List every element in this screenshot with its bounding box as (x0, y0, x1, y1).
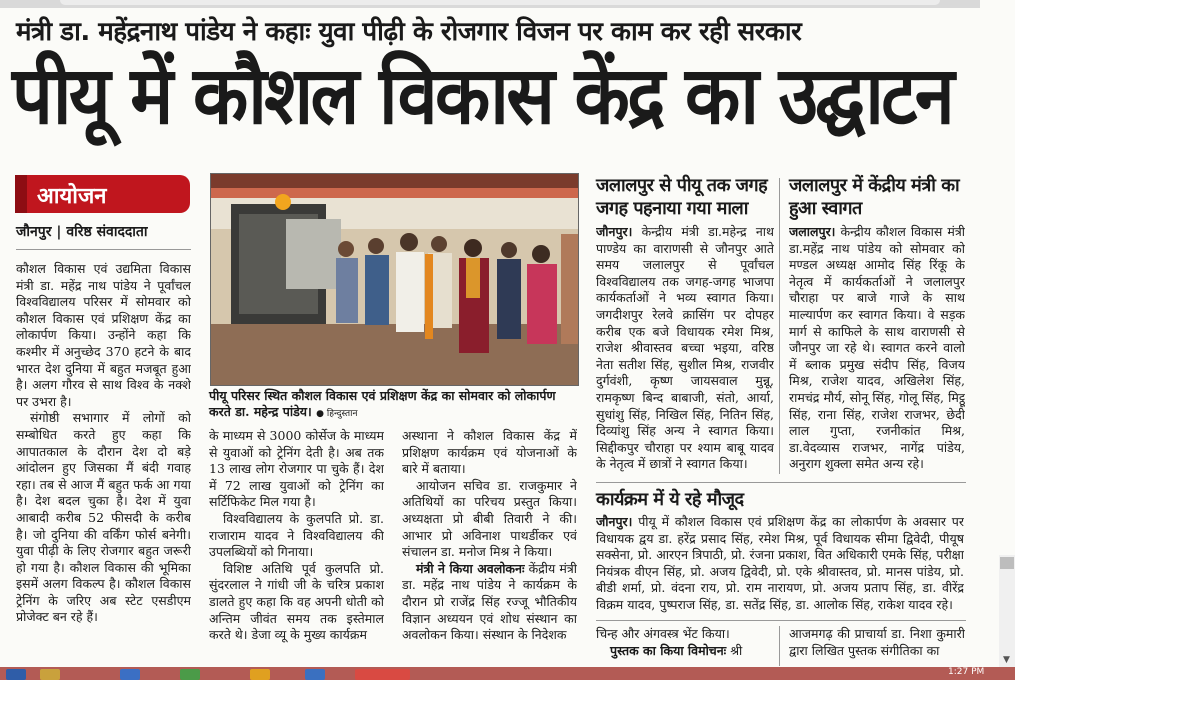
story-b-body (789, 224, 965, 476)
paragraph-text: केन्द्रीय कौशल विकास मंत्री डा.महेंद्र नाथ पांडेय को सोमवार को मण्डल अध्यक्ष आमोद सिंह रिंकू के नेतृत्व में कार्यकर्ताओं ने जलालपुर चौराहा पर बाजे गाजे के साथ माल्यार्पण कर स्वागत किया। वे सड़क मार्ग से काफिले के साथ वाराणसी से जौनपुर जा रहे थे। स्वागत करने वालो में ब्लाक प्रमुख संदीप सिंह, विजय मिश्र, राजेश यादव, अखिलेश सिंह, रामचंद्र मौर्य, सोनू सिंह, गोलू सिंह, मिट्ठू सिंह, राना सिंह, राजेश राजभर, छेदी लाल गुप्ता, रजनीकांत मिश्र, डा.वेदव्यास राजभर, नागेंद्र पांडेय, अनुराग शुक्ला समेत अन्य रहे। (789, 224, 965, 472)
taskbar-app-icon[interactable] (305, 669, 325, 680)
photo-caption (209, 388, 579, 422)
section-tag-label: आयोजन (37, 184, 107, 209)
section-tag (15, 175, 190, 213)
section-rule (596, 620, 966, 621)
story-c-title: कार्यक्रम में ये रहे मौजूद (596, 489, 744, 510)
byline-reporter: वरिष्ठ संवाददाता (66, 224, 148, 240)
paragraph (596, 643, 772, 660)
paragraph: आजमगढ़ की प्राचार्या डा. निशा कुमारी द्वारा लिखित पुस्तक संगीतिका का (789, 626, 965, 658)
paragraph: चिन्ह और अंगवस्त्र भेंट किया। (596, 626, 730, 641)
taskbar-clock: 1:27 PM (948, 667, 985, 677)
paragraph (789, 224, 965, 473)
article-column-3 (402, 428, 577, 660)
story-e-body (789, 626, 965, 666)
story-c-body (596, 514, 964, 616)
paragraph-text: पीयू में कौशल विकास एवं प्रशिक्षण केंद्र का लोकार्पण के अवसार पर विधायक द्वय डा. हरेंद्र प्रसाद सिंह, रमेश मिश्र, पूर्व विधायक सीमा द्विवेदी, पीयूष सक्सेना, प्रो. आरएन त्रिपाठी, प्रो. रंजना प्रकाश, वित अधिकारी एमके सिंह, परीक्षा नियंत्रक वीएन सिंह, प्रो. अजय द्विवेदी, प्रो. एके श्रीवास्तव, प्रो. मानस पांडेय, प्रो. बीडी शर्मा, प्रो. वंदना राय, प्रो. राम नारायण, प्रो. अजय प्रताप सिंह, डा. वीरेंद्र विक्रम यादव, पुष्पराज सिंह, डा. सतेंद्र सिंह, डा. आलोक सिंह, राकेश यादव रहे। (596, 514, 964, 612)
event-photo (210, 173, 579, 386)
paragraph-text: केंद्रीय मंत्री डा. महेंद्र नाथ पांडेय ने कार्यक्रम के दौरान प्रो राजेंद्र सिंह रज्जू भौतिकीय विज्ञान अध्ययन एवं शोध संस्थान का अवलोकन किया। संस्थान के निदेशक (402, 560, 577, 643)
column-divider (779, 178, 780, 474)
paragraph: कौशल विकास एवं उद्यमिता विकास मंत्री डा. महेंद्र नाथ पांडेय ने पूर्वांचल विश्वविद्यालय परिसर में सोमवार को कौशल विकास एवं प्रशिक्षण केंद्र का लोकार्पण किया। उन्होंने कहा कि कश्मीर में अनुच्छेद 370 हटने के बाद भारत देश दुनिया में बहुत मजबूत हुआ है। अलग गौरव से साथ विश्व के नक्शे पर उभरा है। (16, 261, 191, 409)
paragraph (596, 514, 964, 614)
story-d-body (596, 626, 772, 666)
paragraph: के माध्यम से 3000 कोर्सेज के माध्यम से युवाओं को ट्रेनिंग देती है। अब तक 13 लाख लोग रोजगार पा चुके हैं। देश में 72 लाख युवाओं को ट्रेनिंग का सर्टिफिकेट मिल गया है। (209, 428, 384, 510)
paragraph: विश्वविद्यालय के कुलपति प्रो. डा. राजाराम यादव ने विश्वविद्यालय की उपलब्धियों को गिनाया। (209, 510, 384, 560)
main-headline: पीयू में कौशल विकास केंद्र का उद्घाटन (12, 49, 953, 142)
paragraph (596, 224, 774, 473)
section-rule (596, 482, 966, 483)
byline-place: जौनपुर (16, 224, 52, 240)
story-a-body (596, 224, 774, 476)
kicker-headline: मंत्री डा. महेंद्रनाथ पांडेय ने कहाः युवा पीढ़ी के रोजगार विजन पर काम कर रही सरकार (16, 17, 802, 47)
event-photo-image (211, 174, 578, 385)
taskbar-app-icon[interactable] (120, 669, 140, 680)
taskbar-active-app-icon[interactable] (355, 669, 410, 680)
caption-text: पीयू परिसर स्थित कौशल विकास एवं प्रशिक्षण केंद्र का सोमवार को लोकार्पण करते डा. महेन्द्र पांडेय। (209, 388, 556, 419)
scrollbar-thumb[interactable] (1000, 557, 1014, 569)
vertical-scrollbar[interactable] (999, 555, 1015, 667)
dateline: जौनपुर। (596, 514, 633, 529)
paragraph: अस्थाना ने कौशल विकास केंद्र में प्रशिक्षण कार्यक्रम एवं योजनाओं के बारे में बताया। (402, 428, 577, 477)
scroll-down-arrow-icon[interactable]: ▼ (1003, 655, 1010, 665)
viewer-toolbar-strip (0, 0, 980, 8)
subhead-inline: मंत्री ने किया अवलोकनः (416, 560, 525, 576)
taskbar-app-icon[interactable] (180, 669, 200, 680)
paragraph: विशिष्ट अतिथि पूर्व कुलपति प्रो. सुंदरलाल ने गांधी जी के चरित्र प्रकाश डालते हुए कहा कि वह अपनी धोती को अन्तिम जीवंत समय तक इस्तेमाल करते थे। डेजा व्यू के मुख्य कार्यक्रम (209, 560, 384, 643)
paragraph (402, 561, 577, 644)
taskbar-app-icon[interactable] (40, 669, 60, 680)
story-b-title: जलालपुर में केंद्रीय मंत्री का हुआ स्वागत (789, 175, 960, 219)
byline-rule (16, 249, 191, 250)
subhead-inline: पुस्तक का किया विमोचनः (610, 642, 727, 658)
taskbar (0, 667, 1015, 680)
byline: जौनपुर | वरिष्ठ संवाददाता (16, 224, 148, 240)
dateline: जौनपुर। (596, 224, 633, 239)
paragraph: आयोजन सचिव डा. राजकुमार ने अतिथियों का परिचय प्रस्तुत किया। अध्यक्षता प्रो बीबी तिवारी ने की। आभार प्रो अविनाश पाथर्डीकर एवं संचालन डा. मनोज मिश्र ने किया। (402, 477, 577, 560)
caption-source: ● हिन्दुस्तान (316, 409, 358, 419)
article-column-1 (16, 261, 191, 661)
paragraph-text: श्री (726, 642, 743, 658)
start-button-icon[interactable] (6, 669, 26, 680)
paragraph: संगोष्ठी सभागार में लोगों को सम्बोधित करते हुए कहा कि आपातकाल के दौरान देश दो बड़े आंदोलन हुए जिसका मैं बंदी गवाह रहा। तब से आज मैं बहुत फर्क आ गया है। देश बदल चुका है। देश में युवा आबादी करीब 52 फीसदी के करीब है। जो दुनिया की वर्किंग फोर्स बनेगी। युवा पीढ़ी के लिए रोजगार बहुत जरूरी हो गया है। कौशल विकास की भूमिका इसमें अलग विकल्प है। कौशल विकास ट्रेनिंग के जरिए अब स्टेट एसडीएम प्रोजेक्ट बन रहे हैं। (16, 410, 191, 625)
article-column-2 (209, 428, 384, 660)
dateline: जलालपुर। (789, 224, 836, 239)
taskbar-app-icon[interactable] (250, 669, 270, 680)
column-divider (779, 626, 780, 666)
story-a-title: जलालपुर से पीयू तक जगह जगह पहनाया गया माला (596, 175, 768, 219)
paragraph-text: केन्द्रीय मंत्री डा.महेन्द्र नाथ पाण्डेय का वाराणसी से जौनपुर आते समय जलालपुर से पूर्वांचल विश्वविद्यालय तक जगह-जगह भाजपा कार्यकर्ताओं ने भव्य स्वागत किया। जगदीशपुर रेलवे क्रासिंग पर दोपहर करीब एक बजे विधायक रमेश मिश्र, राजेश श्रीवास्तव बच्चा भइया, वरिष्ठ नेता सतीश सिंह, सुशील मिश्र, राजवीर दुर्गवंशी, कृष्ण जायसवाल मुन्नू, रामकृष्ण बिन्द बाबाजी, संतो, आर्या, सुधांशु सिंह, निखिल सिंह, नितिन सिंह, दिव्यांशु सिंह अन्य ने स्वागत किया। सिद्दीकपुर चौराहा पर श्याम बाबू यादव के नेतृत्व में छात्रों ने स्वागत किया। (596, 224, 774, 472)
